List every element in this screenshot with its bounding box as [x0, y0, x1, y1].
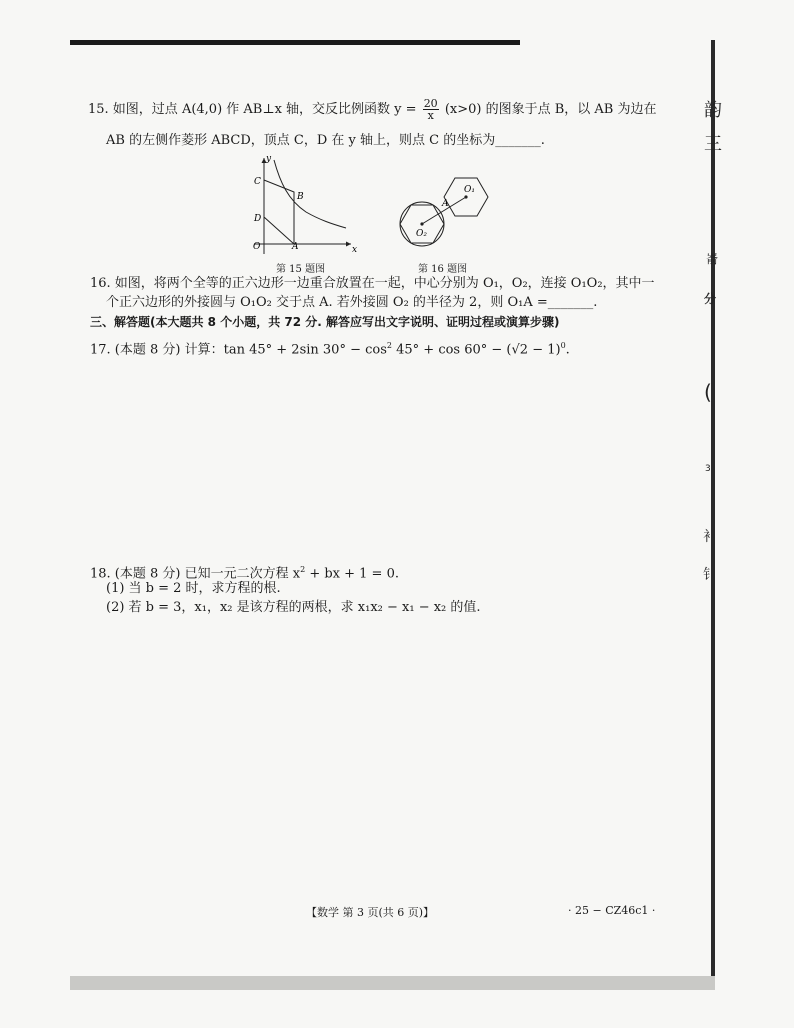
fig15-label-c: C: [254, 177, 261, 187]
figure-16-caption: 第 16 题图: [418, 264, 468, 275]
fig16-label-o2: O₂: [416, 229, 427, 239]
edge-char-8: 钅: [703, 567, 717, 583]
edge-char-4: 分: [704, 292, 717, 306]
fig15-x-arrow: [346, 242, 351, 247]
document-code: · 25 − CZ46c1 ·: [568, 904, 656, 917]
fig16-point-o1: [464, 195, 467, 198]
page-footer: 【数学 第 3 页(共 6 页)】: [306, 906, 435, 919]
question-16-line-2: 个正六边形的外接圆与 O₁O₂ 交于点 A. 若外接圆 O₂ 的半径为 2，则 O₁A =_______.: [106, 295, 598, 310]
q17-exponent-0: 0: [560, 341, 566, 350]
q17-text-a: 17. (本题 8 分) 计算：tan 45° + 2sin 30° − cos: [90, 342, 387, 358]
fig16-label-a: A: [442, 199, 449, 209]
right-page-edge: [711, 40, 715, 988]
fig15-label-x: x: [352, 245, 358, 255]
fig15-label-o: O: [253, 242, 261, 252]
question-18: [90, 562, 399, 582]
edge-char-6: 3: [705, 464, 711, 474]
q15-text-a: 15. 如图，过点 A(4,0) 作 AB⊥x 轴，交反比例函数 y =: [88, 102, 417, 117]
fig16-point-o2: [420, 222, 423, 225]
q17-text-b: 45° + cos 60° − (√2 − 1): [396, 342, 561, 358]
question-17: [90, 338, 570, 358]
edge-char-2: 三: [704, 134, 722, 155]
q18-text-a: 18. (本题 8 分) 已知一元二次方程 x: [90, 566, 301, 582]
q15-fraction-numerator: 20: [423, 97, 438, 110]
figure-16: [386, 164, 496, 260]
edge-char-5: (: [704, 380, 712, 404]
q15-fraction: [423, 98, 439, 121]
figure-15: [246, 152, 358, 256]
fig15-label-b: B: [297, 192, 304, 202]
question-15-line-1: [88, 98, 657, 121]
section-3-heading: 三、解答题(本大题共 8 个小题，共 72 分. 解答应写出文字说明、证明过程或演算步骤): [90, 315, 560, 329]
q15-fraction-denominator: x: [427, 109, 434, 122]
q15-text-b: (x>0) 的图象于点 B，以 AB 为边在: [444, 102, 657, 117]
q17-text-c: .: [565, 342, 570, 358]
fig15-hyperbola: [274, 160, 346, 228]
question-18-part-2: (2) 若 b = 3，x₁，x₂ 是该方程的两根，求 x₁x₂ − x₁ − x₂ 的值.: [106, 600, 481, 615]
figure-15-caption: 第 15 题图: [276, 264, 326, 275]
fig15-label-d: D: [254, 214, 262, 224]
fig15-label-y: y: [266, 154, 272, 164]
q17-exponent-2: 2: [386, 341, 392, 350]
top-rule: [70, 40, 520, 45]
fig16-label-o1: O₁: [464, 185, 475, 195]
bottom-shadow: [70, 976, 715, 990]
question-15-line-2: AB 的左侧作菱形 ABCD，顶点 C，D 在 y 轴上，则点 C 的坐标为_______.: [106, 133, 545, 148]
q18-text-b: + bx + 1 = 0.: [305, 566, 399, 582]
edge-char-7: 衤: [703, 529, 717, 545]
fig15-rhombus: [264, 180, 294, 244]
question-16-line-1: 16. 如图，将两个全等的正六边形一边重合放置在一起，中心分别为 O₁，O₂，连接 O₁O₂，其中一: [90, 276, 655, 291]
q18-exponent: 2: [300, 565, 306, 574]
fig15-label-a: A: [292, 242, 299, 252]
edge-char-3: 嵛: [706, 252, 719, 266]
question-18-part-1: (1) 当 b = 2 时，求方程的根.: [106, 581, 281, 596]
edge-char-1: 韵: [704, 100, 722, 121]
